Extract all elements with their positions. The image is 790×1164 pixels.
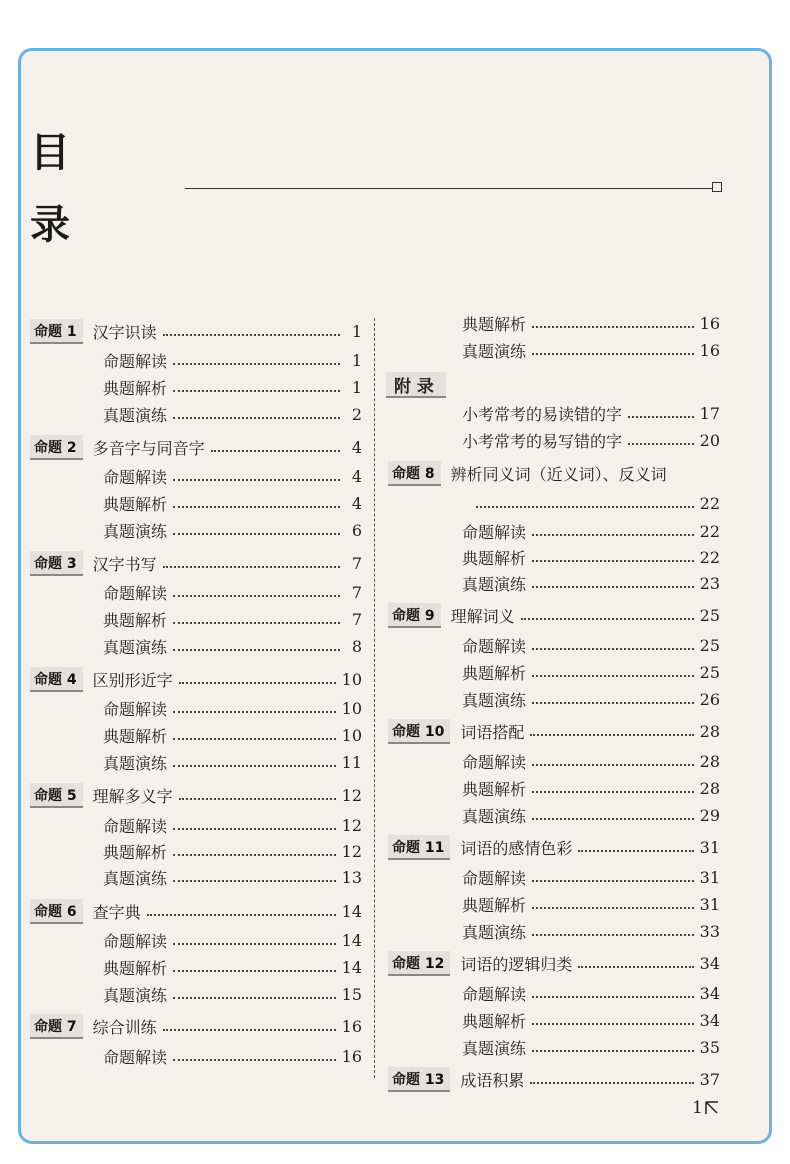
left-toc-entry[interactable] (103, 579, 362, 605)
entry-page-number: 12 (341, 841, 362, 861)
right-toc-entry[interactable] (462, 570, 720, 596)
entry-label: 区别形近字 (92, 670, 173, 690)
entry-page-number: 34 (699, 1010, 720, 1030)
left-toc-entry[interactable] (30, 550, 362, 576)
right-toc-entry[interactable] (462, 518, 720, 544)
entry-page-number: 25 (699, 605, 720, 625)
entry-label: 命题解读 (103, 1047, 168, 1067)
dot-leader (532, 1050, 694, 1052)
dot-leader (173, 390, 340, 392)
entry-label: 查字典 (92, 902, 141, 922)
right-toc-entry[interactable] (388, 834, 720, 860)
right-toc-entry[interactable] (462, 427, 720, 453)
right-toc-entry[interactable] (462, 802, 720, 828)
left-toc-entry[interactable] (103, 401, 362, 427)
chapter-tag: 命题 1 (30, 319, 83, 344)
entry-label: 典题解析 (103, 842, 168, 862)
entry-page-number: 25 (699, 662, 720, 682)
dot-leader (163, 1029, 336, 1031)
entry-page-number: 35 (699, 1037, 720, 1057)
dot-leader (179, 682, 336, 684)
dot-leader (532, 880, 694, 882)
entry-page-number: 17 (699, 403, 720, 423)
entry-label: 小考常考的易读错的字 (462, 404, 623, 424)
dot-leader (532, 764, 694, 766)
chapter-tag: 命题 9 (388, 603, 441, 628)
right-toc-entry[interactable] (388, 602, 720, 628)
left-toc-entry[interactable] (103, 954, 362, 980)
left-toc-entry[interactable] (103, 722, 362, 748)
dot-leader (521, 618, 694, 620)
chapter-tag: 命题 6 (30, 899, 83, 924)
dot-leader (532, 648, 694, 650)
dot-leader (173, 711, 336, 713)
left-toc-entry[interactable] (103, 463, 362, 489)
left-toc-entry[interactable] (103, 606, 362, 632)
entry-page-number: 12 (341, 785, 362, 805)
corner-arrow-icon (705, 1101, 719, 1115)
chapter-tag: 命题 8 (388, 461, 441, 486)
dot-leader (173, 622, 340, 624)
entry-page-number: 22 (699, 493, 720, 513)
dot-leader (532, 818, 694, 820)
dot-leader (211, 450, 340, 452)
right-toc-entry[interactable] (462, 1007, 720, 1033)
dot-leader (530, 1082, 693, 1084)
dot-leader (476, 506, 694, 508)
entry-page-number: 10 (341, 725, 362, 745)
dot-leader (578, 850, 693, 852)
column-divider (374, 318, 375, 1078)
entry-page-number: 13 (341, 867, 362, 887)
dot-leader (173, 943, 336, 945)
right-toc-entry[interactable] (462, 400, 720, 426)
entry-page-number: 28 (699, 778, 720, 798)
entry-label: 多音字与同音字 (92, 438, 205, 458)
right-toc-entry[interactable] (462, 864, 720, 890)
right-toc-entry[interactable] (462, 659, 720, 685)
left-toc-entry[interactable] (103, 490, 362, 516)
dot-leader (173, 417, 340, 419)
entry-page-number: 22 (699, 547, 720, 567)
dot-leader (532, 560, 694, 562)
dot-leader (532, 996, 694, 998)
left-toc-entry[interactable] (103, 749, 362, 775)
left-toc-entry[interactable] (103, 374, 362, 400)
left-toc-entry[interactable] (103, 517, 362, 543)
dot-leader (163, 334, 340, 336)
entry-page-number: 7 (351, 582, 362, 602)
dot-leader (173, 649, 340, 651)
dot-leader (173, 828, 336, 830)
entry-page-number: 15 (341, 984, 362, 1004)
entry-page-number: 22 (699, 521, 720, 541)
dot-leader (173, 880, 336, 882)
right-toc-entry[interactable] (388, 460, 720, 486)
title-char-2: 录 (30, 201, 70, 248)
entry-page-number: 25 (699, 635, 720, 655)
entry-page-number: 33 (699, 921, 720, 941)
entry-label: 典题解析 (462, 548, 527, 568)
chapter-tag: 命题 3 (30, 551, 83, 576)
left-toc-entry[interactable] (103, 695, 362, 721)
dot-leader (173, 363, 340, 365)
entry-label: 典题解析 (462, 1011, 527, 1031)
entry-label: 典题解析 (103, 958, 168, 978)
chapter-tag: 命题 10 (388, 719, 450, 744)
chapter-tag: 命题 7 (30, 1014, 83, 1039)
dot-leader (532, 353, 694, 355)
right-toc-entry[interactable] (388, 718, 720, 744)
right-toc-entry[interactable] (462, 544, 720, 570)
dot-leader (173, 970, 336, 972)
dot-leader (173, 854, 336, 856)
right-toc-entry[interactable] (462, 686, 720, 712)
entry-page-number: 7 (351, 553, 362, 573)
dot-leader (173, 506, 340, 508)
entry-label: 真题演练 (103, 985, 168, 1005)
entry-label: 辨析同义词（近义词）、反义词 (450, 464, 667, 484)
entry-label: 小考常考的易写错的字 (462, 431, 623, 451)
entry-label: 词语搭配 (460, 722, 525, 742)
chapter-tag: 命题 11 (388, 835, 450, 860)
left-toc-entry[interactable] (103, 927, 362, 953)
entry-label: 典题解析 (462, 663, 527, 683)
dot-leader (173, 765, 336, 767)
left-toc-entry[interactable] (30, 782, 362, 808)
entry-label: 命题解读 (103, 583, 168, 603)
entry-label: 汉字书写 (92, 554, 157, 574)
dot-leader (173, 1059, 336, 1061)
entry-label: 真题演练 (103, 521, 168, 541)
dot-leader (173, 738, 336, 740)
chapter-tag: 命题 2 (30, 435, 83, 460)
dot-leader (532, 534, 694, 536)
left-toc-entry[interactable] (103, 838, 362, 864)
entry-label: 真题演练 (462, 1038, 527, 1058)
left-toc-entry[interactable] (103, 633, 362, 659)
dot-leader (173, 595, 340, 597)
entry-label: 真题演练 (103, 753, 168, 773)
entry-page-number: 16 (341, 1016, 362, 1036)
entry-page-number: 10 (341, 669, 362, 689)
left-toc-entry[interactable] (30, 898, 362, 924)
left-toc-entry[interactable] (103, 981, 362, 1007)
entry-label: 命题解读 (462, 636, 527, 656)
entry-label: 典题解析 (103, 726, 168, 746)
right-toc-entry[interactable] (462, 980, 720, 1006)
entry-page-number: 16 (699, 313, 720, 333)
right-toc-entry[interactable] (470, 490, 720, 516)
entry-page-number: 34 (699, 953, 720, 973)
entry-page-number: 34 (699, 983, 720, 1003)
entry-page-number: 4 (351, 437, 362, 457)
entry-label: 真题演练 (103, 637, 168, 657)
dot-leader (532, 675, 694, 677)
entry-label: 真题演练 (103, 405, 168, 425)
left-toc-entry[interactable] (30, 666, 362, 692)
entry-label: 命题解读 (103, 351, 168, 371)
entry-page-number: 16 (699, 340, 720, 360)
entry-page-number: 4 (351, 466, 362, 486)
entry-page-number: 2 (351, 404, 362, 424)
entry-page-number: 11 (341, 752, 362, 772)
right-toc-entry[interactable] (462, 891, 720, 917)
entry-label: 真题演练 (462, 574, 527, 594)
left-toc-entry[interactable] (103, 864, 362, 890)
entry-page-number: 23 (699, 573, 720, 593)
chapter-tag: 命题 5 (30, 783, 83, 808)
right-toc-entry[interactable] (462, 748, 720, 774)
dot-leader (532, 934, 694, 936)
dot-leader (628, 443, 694, 445)
dot-leader (578, 966, 693, 968)
chapter-tag: 命题 13 (388, 1067, 450, 1092)
entry-label: 典题解析 (103, 610, 168, 630)
dot-leader (532, 1023, 694, 1025)
entry-page-number: 16 (341, 1046, 362, 1066)
left-toc-entry[interactable] (30, 318, 362, 344)
chapter-tag: 命题 12 (388, 951, 450, 976)
entry-page-number: 31 (699, 837, 720, 857)
dot-leader (173, 479, 340, 481)
right-toc-entry[interactable] (388, 950, 720, 976)
entry-label: 理解词义 (450, 606, 515, 626)
left-toc-entry[interactable] (30, 1013, 362, 1039)
entry-page-number: 28 (699, 751, 720, 771)
entry-page-number: 14 (341, 901, 362, 921)
entry-page-number: 26 (699, 689, 720, 709)
dot-leader (532, 586, 694, 588)
left-toc-entry[interactable] (30, 434, 362, 460)
entry-page-number: 12 (341, 815, 362, 835)
right-toc-entry[interactable] (462, 775, 720, 801)
entry-label: 词语的逻辑归类 (460, 954, 573, 974)
entry-label: 命题解读 (103, 467, 168, 487)
entry-label: 典题解析 (462, 895, 527, 915)
dot-leader (628, 416, 694, 418)
left-toc-entry[interactable] (103, 347, 362, 373)
dot-leader (147, 914, 336, 916)
rule-end-box (712, 182, 722, 192)
entry-label: 汉字识读 (92, 322, 157, 342)
entry-page-number: 31 (699, 894, 720, 914)
entry-label: 典题解析 (103, 378, 168, 398)
right-toc-entry[interactable] (388, 1066, 720, 1092)
entry-page-number: 4 (351, 493, 362, 513)
title-char-1: 目 (30, 129, 70, 176)
entry-page-number: 20 (699, 430, 720, 450)
entry-label: 真题演练 (462, 806, 527, 826)
entry-page-number: 1 (351, 321, 362, 341)
entry-page-number: 1 (351, 377, 362, 397)
dot-leader (173, 533, 340, 535)
chapter-tag: 命题 4 (30, 667, 83, 692)
entry-label: 真题演练 (462, 922, 527, 942)
entry-label: 命题解读 (103, 699, 168, 719)
entry-label: 命题解读 (462, 868, 527, 888)
page-number: 1 (692, 1098, 703, 1118)
dot-leader (530, 734, 693, 736)
right-toc-entry[interactable] (462, 1034, 720, 1060)
entry-label: 理解多义字 (92, 786, 173, 806)
entry-page-number: 31 (699, 867, 720, 887)
left-toc-entry[interactable] (103, 1043, 362, 1069)
entry-label: 典题解析 (462, 779, 527, 799)
dot-leader (532, 907, 694, 909)
entry-page-number: 6 (351, 520, 362, 540)
entry-page-number: 14 (341, 930, 362, 950)
entry-page-number: 37 (699, 1069, 720, 1089)
entry-page-number: 1 (351, 350, 362, 370)
right-toc-entry[interactable] (462, 337, 720, 363)
entry-label: 命题解读 (103, 816, 168, 836)
entry-page-number: 8 (351, 636, 362, 656)
left-toc-entry[interactable] (103, 812, 362, 838)
entry-page-number: 29 (699, 805, 720, 825)
entry-label: 词语的感情色彩 (460, 838, 573, 858)
dot-leader (179, 798, 336, 800)
entry-label: 典题解析 (103, 494, 168, 514)
dot-leader (532, 702, 694, 704)
entry-label: 典题解析 (462, 314, 527, 334)
entry-page-number: 7 (351, 609, 362, 629)
entry-label: 真题演练 (103, 868, 168, 888)
entry-page-number: 14 (341, 957, 362, 977)
entry-label: 综合训练 (92, 1017, 157, 1037)
entry-label: 命题解读 (462, 752, 527, 772)
entry-label: 命题解读 (462, 984, 527, 1004)
entry-page-number: 10 (341, 698, 362, 718)
dot-leader (163, 566, 340, 568)
right-toc-entry[interactable] (462, 918, 720, 944)
appendix-label: 附 录 (386, 372, 446, 398)
title-rule (185, 188, 713, 189)
entry-label: 成语积累 (460, 1070, 525, 1090)
right-toc-entry[interactable] (462, 310, 720, 336)
dot-leader (532, 791, 694, 793)
entry-label: 命题解读 (462, 522, 527, 542)
right-toc-entry[interactable] (462, 632, 720, 658)
entry-page-number: 28 (699, 721, 720, 741)
entry-label: 命题解读 (103, 931, 168, 951)
dot-leader (173, 997, 336, 999)
entry-label: 真题演练 (462, 341, 527, 361)
entry-label: 真题演练 (462, 690, 527, 710)
dot-leader (532, 326, 694, 328)
